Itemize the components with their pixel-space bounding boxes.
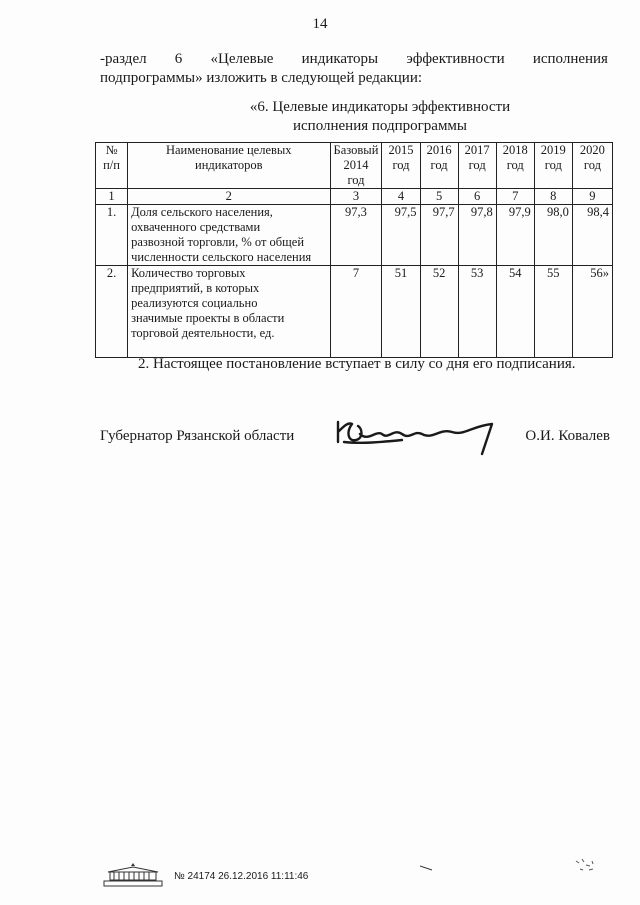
value-cell: 7: [330, 266, 382, 358]
table-row: [96, 266, 613, 358]
intro-line-1: [100, 50, 608, 69]
header-base-year: Базовый 2014 год: [330, 143, 382, 189]
column-number: 3: [330, 189, 382, 205]
column-number: 2: [128, 189, 330, 205]
intro-word: 6: [174, 51, 183, 67]
column-number: 7: [496, 189, 534, 205]
column-number: 6: [458, 189, 496, 205]
registration-stamp: № 24174 26.12.2016 11:11:46: [174, 871, 309, 882]
value-cell: 54: [496, 266, 534, 358]
section-title-line: «6. Целевые индикаторы эффективности: [249, 99, 511, 115]
intro-word: индикаторы: [301, 51, 379, 67]
value-cell: 52: [420, 266, 458, 358]
value-cell: 98,4: [572, 205, 612, 266]
intro-word: исполнения: [532, 51, 608, 67]
section-title-line: исполнения подпрограммы: [292, 118, 468, 134]
value-cell: 97,7: [420, 205, 458, 266]
intro-word: «Целевые: [210, 51, 274, 67]
value-cell: 97,9: [496, 205, 534, 266]
indicator-name: Доля сельского населения, охваченного средствами развозной торговли, % от общей численности сельского населения: [128, 205, 330, 266]
paragraph-2: 2. Настоящее постановление вступает в силу со дня его подписания.: [138, 356, 576, 372]
signature-block: [100, 420, 610, 470]
value-cell: 97,5: [382, 205, 420, 266]
indicator-name: Количество торговых предприятий, в которых реализуются социально значимые проекты в области торговой деятельности, ед.: [128, 266, 330, 358]
column-number-row: [96, 189, 613, 205]
column-number: 8: [534, 189, 572, 205]
table-row: [96, 205, 613, 266]
page-number: 14: [312, 16, 328, 32]
footer: [102, 862, 362, 892]
value-cell: 97,8: [458, 205, 496, 266]
row-number: 1.: [96, 205, 128, 266]
scan-mark: [420, 865, 434, 871]
value-cell: 51: [382, 266, 420, 358]
section-title: [180, 98, 580, 136]
column-number: 9: [572, 189, 612, 205]
governor-title: Губернатор Рязанской области: [100, 428, 295, 444]
header-year: 2020 год: [572, 143, 612, 189]
intro-word: эффективности: [406, 51, 505, 67]
value-cell: 55: [534, 266, 572, 358]
governor-name: О.И. Ковалев: [525, 428, 610, 444]
value-cell: 97,3: [330, 205, 382, 266]
column-number: 4: [382, 189, 420, 205]
registry-logo-icon: [102, 862, 164, 888]
header-year: 2018 год: [496, 143, 534, 189]
header-year: 2019 год: [534, 143, 572, 189]
intro-word: -раздел: [100, 51, 147, 67]
header-year: 2015 год: [382, 143, 420, 189]
header-year: 2017 год: [458, 143, 496, 189]
header-name: Наименование целевых индикаторов: [128, 143, 330, 189]
column-number: 1: [96, 189, 128, 205]
handwritten-signature: [332, 412, 512, 462]
indicators-table: [95, 142, 613, 358]
header-year: 2016 год: [420, 143, 458, 189]
table-header-row: [96, 143, 613, 189]
value-cell: 56»: [572, 266, 612, 358]
scan-mark: [572, 855, 600, 875]
intro-paragraph: [100, 50, 608, 88]
value-cell: 53: [458, 266, 496, 358]
column-number: 5: [420, 189, 458, 205]
intro-line-2: подпрограммы» изложить в следующей редакции:: [100, 70, 423, 86]
row-number: 2.: [96, 266, 128, 358]
value-cell: 98,0: [534, 205, 572, 266]
header-num: № п/п: [96, 143, 128, 189]
